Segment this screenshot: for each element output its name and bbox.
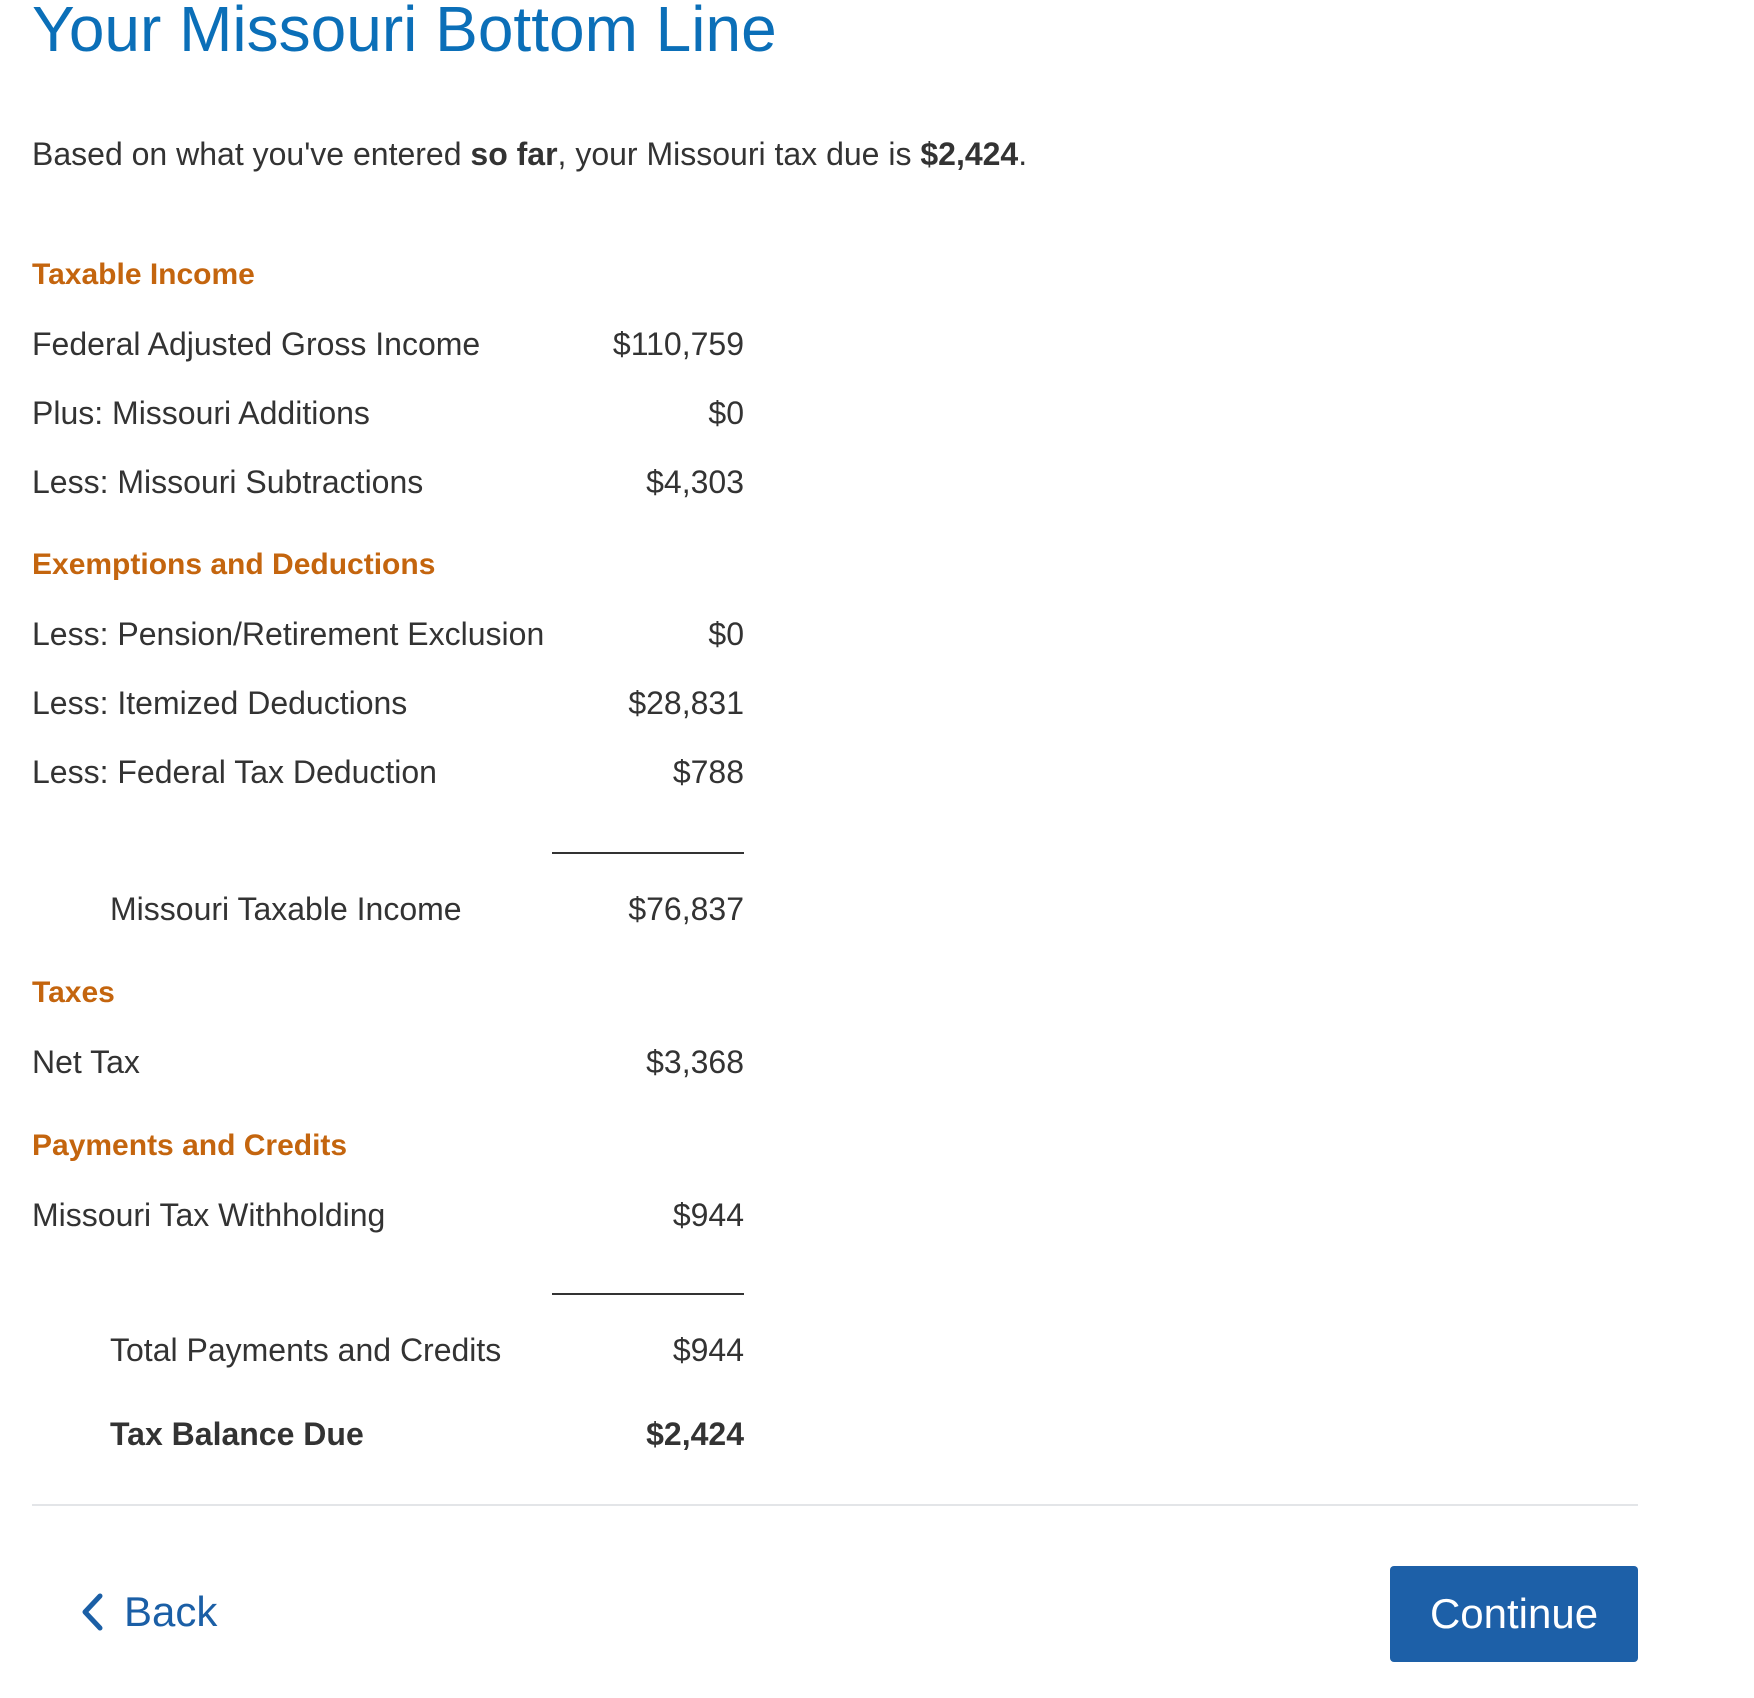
row-label-net-tax: Net Tax <box>32 1044 140 1080</box>
row-value-tax-balance-due: $2,424 <box>646 1416 744 1452</box>
row-value-federal-tax-deduction: $788 <box>672 754 744 790</box>
subtotal-rule <box>552 1293 744 1295</box>
row-label-federal-tax-deduction: Less: Federal Tax Deduction <box>32 754 437 790</box>
row-value-missouri-additions: $0 <box>708 395 744 431</box>
summary-suffix: . <box>1018 136 1028 172</box>
continue-button[interactable]: Continue <box>1390 1566 1638 1662</box>
footer-divider <box>32 1504 1638 1506</box>
section-heading-taxable-income: Taxable Income <box>32 258 255 291</box>
page-title: Your Missouri Bottom Line <box>32 0 777 65</box>
row-value-missouri-subtractions: $4,303 <box>646 464 744 500</box>
summary-amount: $2,424 <box>920 136 1019 172</box>
section-heading-exemptions: Exemptions and Deductions <box>32 548 436 581</box>
row-label-pension-exclusion: Less: Pension/Retirement Exclusion <box>32 616 545 652</box>
summary-prefix: Based on what you've entered <box>32 136 471 172</box>
section-heading-taxes: Taxes <box>32 976 115 1009</box>
row-label-federal-agi: Federal Adjusted Gross Income <box>32 326 481 362</box>
row-value-net-tax: $3,368 <box>646 1044 744 1080</box>
row-label-missouri-taxable-income: Missouri Taxable Income <box>110 891 462 927</box>
summary-emphasis: so far <box>470 136 558 172</box>
row-label-tax-withholding: Missouri Tax Withholding <box>32 1197 386 1233</box>
tax-due-summary <box>32 136 1027 173</box>
row-value-itemized-deductions: $28,831 <box>628 685 744 721</box>
row-label-total-payments: Total Payments and Credits <box>110 1332 502 1368</box>
row-value-total-payments: $944 <box>672 1332 744 1368</box>
chevron-left-icon <box>80 1592 106 1632</box>
back-button[interactable] <box>80 1588 217 1636</box>
summary-middle: , your Missouri tax due is <box>557 136 921 172</box>
row-label-missouri-additions: Plus: Missouri Additions <box>32 395 370 431</box>
back-label: Back <box>124 1588 218 1635</box>
row-value-missouri-taxable-income: $76,837 <box>628 891 744 927</box>
row-label-tax-balance-due: Tax Balance Due <box>110 1416 364 1452</box>
row-value-federal-agi: $110,759 <box>612 326 744 362</box>
row-label-itemized-deductions: Less: Itemized Deductions <box>32 685 408 721</box>
row-value-tax-withholding: $944 <box>672 1197 744 1233</box>
section-heading-payments: Payments and Credits <box>32 1129 348 1162</box>
row-value-pension-exclusion: $0 <box>708 616 744 652</box>
row-label-missouri-subtractions: Less: Missouri Subtractions <box>32 464 424 500</box>
subtotal-rule <box>552 852 744 854</box>
